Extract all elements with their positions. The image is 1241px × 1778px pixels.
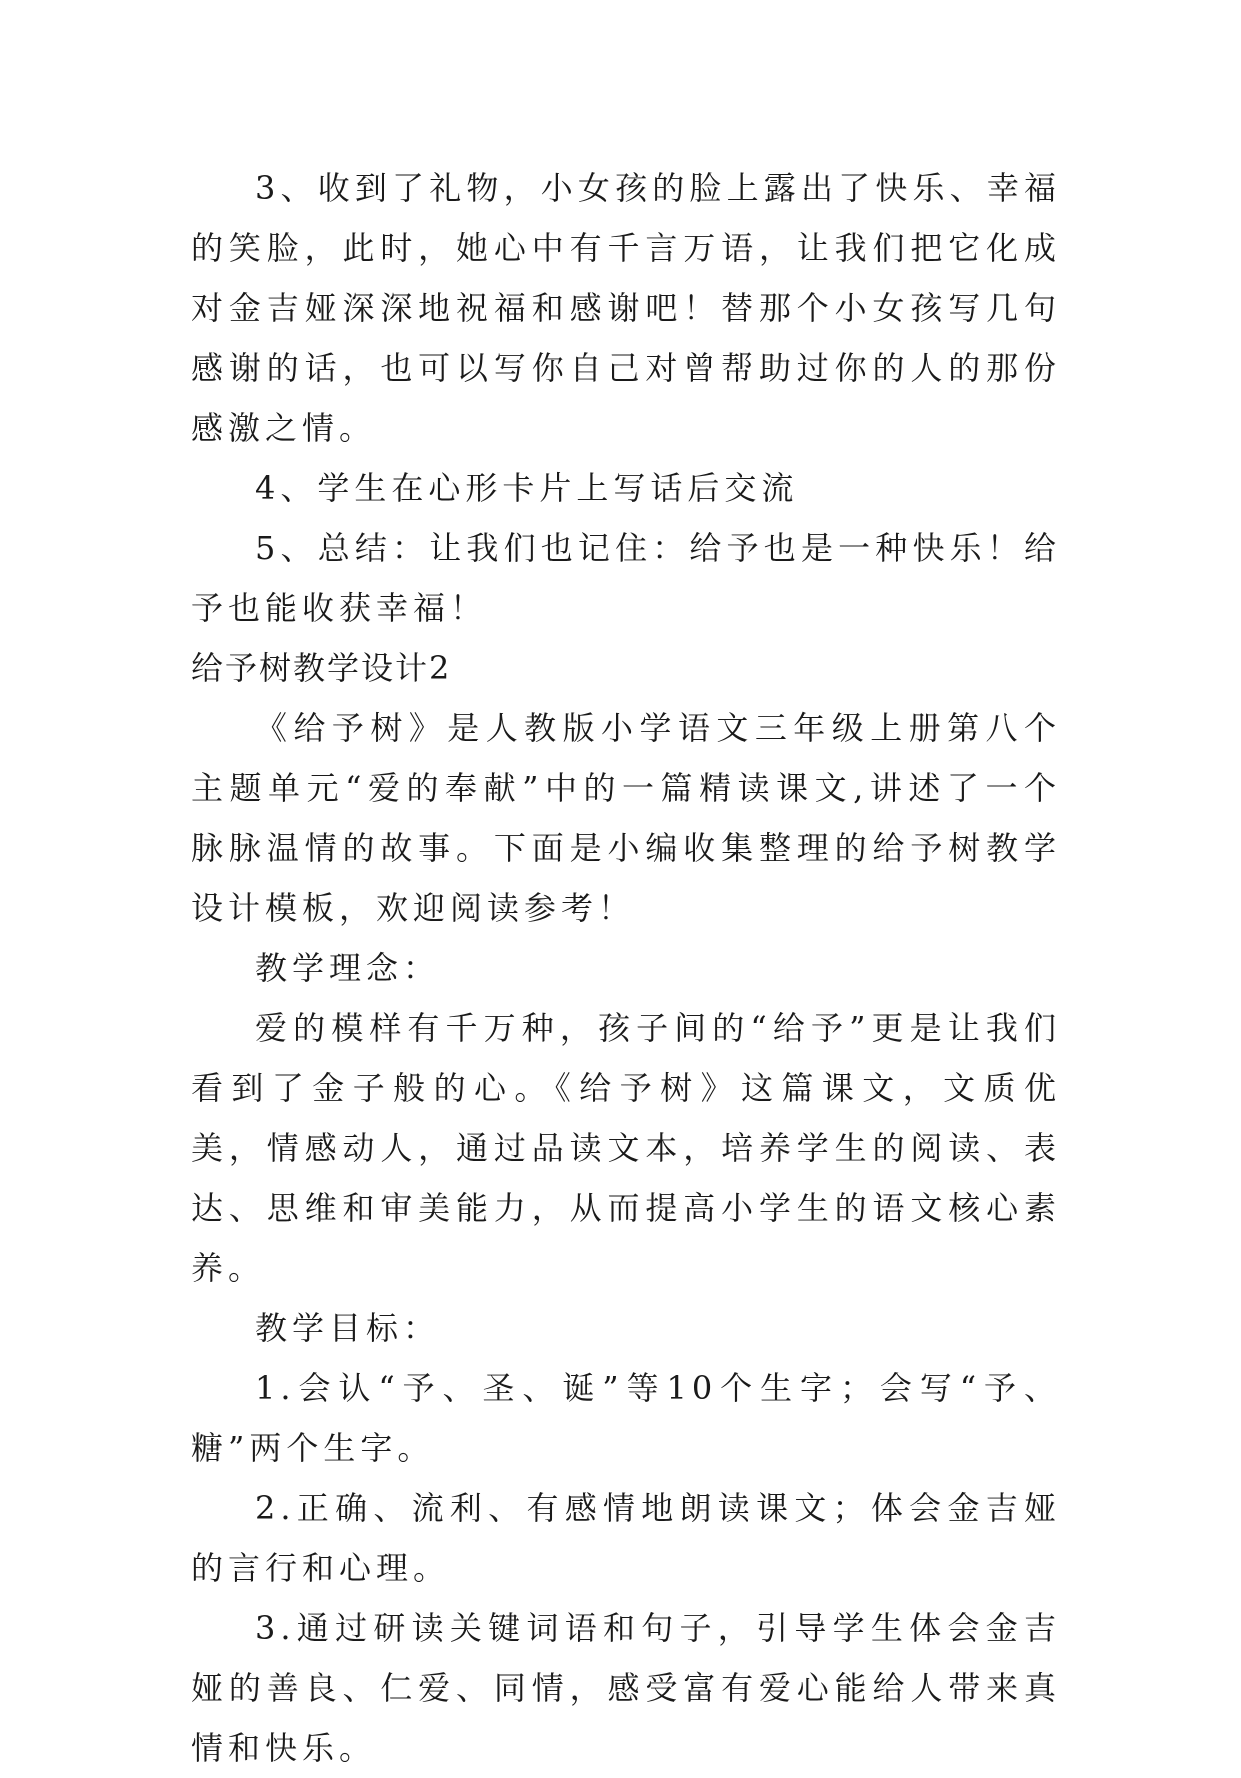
objective-item-3: 3.通过研读关键词语和句子，引导学生体会金吉娅的善良、仁爱、同情，感受富有爱心能给人带来真情和快乐。 [191, 1609, 1061, 1767]
teaching-philosophy-label: 教学理念： [255, 949, 441, 987]
teaching-objectives-label: 教学目标： [255, 1309, 441, 1347]
objective-item-1: 1.会认“予、圣、诞”等10个生字；会写“予、糖”两个生字。 [191, 1369, 1061, 1467]
paragraph-summary: 5、总结：让我们也记住：给予也是一种快乐！给予也能收获幸福！ [191, 529, 1061, 627]
paragraph-heart-card: 4、学生在心形卡片上写话后交流 [255, 469, 799, 507]
paragraph-introduction: 《给予树》是人教版小学语文三年级上册第八个主题单元“爱的奉献”中的一篇精读课文,讲述了一个脉脉温情的故事。下面是小编收集整理的给予树教学设计模板，欢迎阅读参考！ [191, 709, 1061, 927]
paragraph-teaching-philosophy: 爱的模样有千万种，孩子间的“给予”更是让我们看到了金子般的心。《给予树》这篇课文，文质优美，情感动人，通过品读文本，培养学生的阅读、表达、思维和审美能力，从而提高小学生的语文核心素养。 [191, 1009, 1061, 1287]
paragraph-gift-thanks: 3、收到了礼物，小女孩的脸上露出了快乐、幸福的笑脸，此时，她心中有千言万语，让我们把它化成对金吉娅深深地祝福和感谢吧！替那个小女孩写几句感谢的话，也可以写你自己对曾帮助过你的人的那份感激之情。 [191, 169, 1061, 447]
document-body [191, 158, 1061, 1778]
section-heading: 给予树教学设计2 [191, 649, 452, 687]
objective-item-2: 2.正确、流利、有感情地朗读课文；体会金吉娅的言行和心理。 [191, 1489, 1061, 1587]
